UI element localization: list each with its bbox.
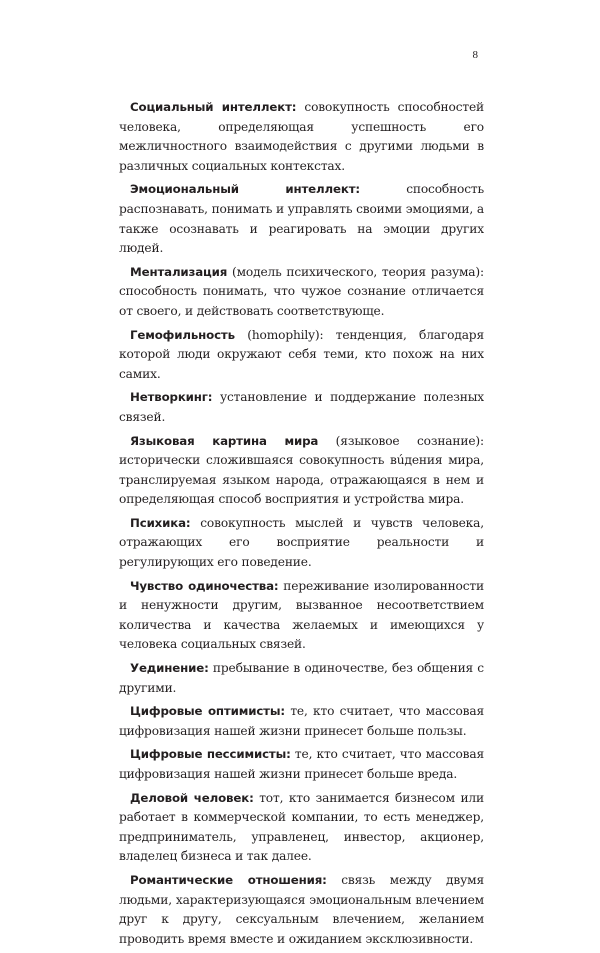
entry-definition: те, кто считает, что массовая цифровизация нашей жизни принесет больше пользы. (119, 704, 484, 738)
glossary-entry (119, 514, 484, 573)
entry-definition: способность распознавать, понимать и управлять своими эмоциями, а также осознавать и реагировать на эмоции других людей. (119, 182, 485, 256)
entry-definition: тот, кто занимается бизнесом или работает в коммерческой компании, то есть менеджер, предприниматель, управленец, инвестор, акционер, владелец бизнеса и так далее. (119, 790, 484, 864)
entry-definition: установление и поддержание полезных связей. (119, 390, 484, 424)
entry-definition: совокупность мыслей и чувств человека, отражающих его восприятие реальности и регулирующих его поведение. (119, 515, 484, 570)
glossary-entry (119, 326, 484, 385)
entry-term: Романтические отношения: (130, 872, 327, 887)
entry-definition: пребывание в одиночестве, без общения с другими. (119, 661, 484, 695)
glossary-entry (119, 180, 484, 258)
glossary (119, 98, 484, 953)
glossary-entry (119, 702, 484, 741)
glossary-entry (119, 659, 484, 698)
glossary-entry (119, 789, 484, 867)
entry-term: Уединение: (130, 661, 209, 676)
entry-term: Языковая картина мира (130, 433, 319, 448)
glossary-entry (119, 388, 484, 427)
entry-term: Деловой человек: (130, 790, 254, 805)
entry-term: Эмоциональный интеллект: (130, 182, 360, 197)
entry-definition: : исторически сложившаяся совокупность вúдения мира, транслируемая языком народа, отражающаяся в нем и определяющая способ восприятия и устройства мира. (119, 433, 484, 507)
entry-term: Нетворкинг: (130, 390, 213, 405)
glossary-entry (119, 745, 484, 784)
entry-definition: те, кто считает, что массовая цифровизация нашей жизни принесет больше вреда. (119, 747, 485, 781)
entry-term-note: (homophily) (234, 327, 320, 342)
entry-definition: : тенденция, благодаря которой люди окружают себя теми, кто похож на них самих. (119, 327, 484, 381)
entry-term: Социальный интеллект: (130, 100, 297, 114)
entry-term: Психика: (130, 515, 191, 530)
glossary-entry (119, 577, 484, 655)
entry-term: Чувство одиночества: (130, 578, 279, 593)
entry-term: Гемофильность (130, 327, 235, 342)
entry-term: Ментализация (130, 264, 228, 279)
glossary-entry (119, 432, 484, 510)
glossary-entry (119, 263, 484, 322)
glossary-entry (119, 871, 484, 949)
entry-term: Цифровые пессимисты: (130, 747, 291, 762)
glossary-entry (119, 98, 484, 176)
entry-term-note: (языковое сознание) (318, 433, 481, 448)
entry-term-note: (модель психического, теория разума) (227, 264, 481, 279)
entry-definition: связь между двумя людьми, характеризующаяся эмоциональным влечением друг к другу, сексуальным влечением, желанием проводить время вместе и ожиданием эксклюзивности. (119, 872, 484, 946)
entry-definition: совокупность способностей человека, определяющая успешность его межличностного взаимодействия с другими людьми в различных социальных контекстах. (119, 100, 484, 173)
entry-definition: : способность понимать, что чужое сознание отличается от своего, и действовать соответствующе. (119, 264, 484, 318)
entry-term: Цифровые оптимисты: (130, 704, 285, 719)
entry-definition: переживание изолированности и ненужности другим, вызванное несоответствием количества и качества желаемых и имеющихся у человека социальных связей. (119, 578, 484, 652)
page-number: 8 (472, 49, 478, 61)
